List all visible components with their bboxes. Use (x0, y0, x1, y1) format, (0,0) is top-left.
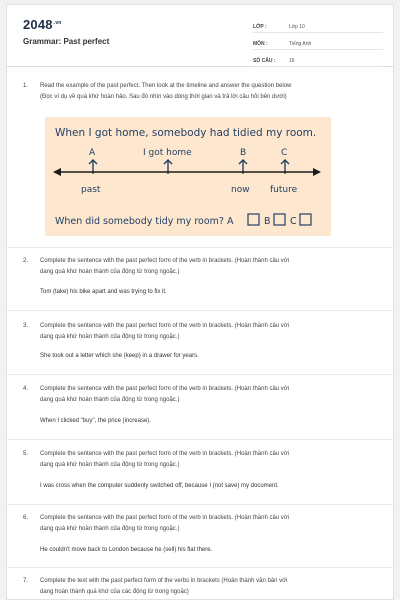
question-number: 5. (23, 451, 29, 457)
question-item: She took out a letter which she (keep) in a drawer for years. (40, 353, 199, 359)
timeline-option-c: C (290, 216, 297, 227)
timeline-question: When did somebody tidy my room? A (55, 216, 234, 227)
meta-table (253, 18, 383, 69)
timeline-marker-a: A (89, 148, 96, 158)
instruction-line: dạng quá khứ hoàn thành của động từ trong ngoặc.) (40, 397, 180, 403)
timeline-figure (45, 117, 331, 236)
instruction-line: Complete the sentence with the past perfect form of the verb in brackets. (Hoàn thành câu với (40, 451, 290, 457)
question-number: 3. (23, 323, 29, 329)
instruction-line: Complete the sentence with the past perfect form of the verb in brackets. (Hoàn thành câu với (40, 258, 290, 264)
checkbox-c (300, 214, 311, 225)
timeline-marker-c: C (281, 148, 288, 158)
site-logo[interactable] (23, 17, 62, 32)
worksheet-page (6, 4, 394, 600)
logo-text: 2048 (23, 17, 53, 32)
divider (7, 247, 394, 248)
instruction-line: Complete the sentence with the past perfect form of the verb in brackets. (Hoàn thành câu với (40, 515, 290, 521)
instruction-line: dạng quá khứ hoàn thành của động từ trong ngoặc.) (40, 269, 180, 275)
timeline-svg (45, 117, 331, 236)
question-item: Tom (take) his bike apart and was trying to fix it. (40, 289, 167, 295)
meta-value: Lớp 10 (289, 24, 305, 30)
meta-value: 16 (289, 58, 295, 64)
timeline-label-now: now (231, 185, 250, 195)
meta-row-subject (253, 35, 383, 50)
meta-label: SỐ CÂU : (253, 58, 276, 64)
instruction-line: dạng quá khứ hoàn thành của động từ trong ngoặc.) (40, 526, 180, 532)
instruction-line: dạng quá khứ hoàn thành của động từ trong ngoặc.) (40, 334, 180, 340)
logo-domain: .vn (53, 19, 62, 26)
question-item: When I clicked "buy", the price (increase). (40, 418, 151, 424)
question-item: I was cross when the computer suddenly switched off, because I (not save) my document. (40, 483, 279, 489)
timeline-label-past: past (81, 185, 101, 195)
question-instruction (40, 576, 385, 598)
instruction-line: Read the example of the past perfect. Then look at the timeline and answer the question below (40, 83, 292, 89)
question-instruction (40, 449, 385, 471)
worksheet-header (7, 5, 393, 67)
question-number: 6. (23, 515, 29, 521)
instruction-line: Complete the sentence with the past perfect form of the verb in brackets. (Hoàn thành câu với (40, 323, 290, 329)
instruction-line: dạng quá khứ hoàn thành của động từ trong ngoặc.) (40, 462, 180, 468)
timeline-marker-b: B (240, 148, 247, 158)
divider (7, 310, 394, 311)
question-number: 4. (23, 386, 29, 392)
question-number: 2. (23, 258, 29, 264)
timeline-sentence: When I got home, somebody had tidied my room. (55, 127, 317, 139)
meta-label: MÔN : (253, 41, 268, 47)
divider (7, 439, 394, 440)
question-instruction (40, 321, 385, 343)
meta-value: Tiếng Anh (289, 41, 312, 47)
timeline-option-b: B (264, 216, 271, 227)
divider (7, 567, 394, 568)
instruction-line: (Đọc ví dụ về quá khứ hoàn hảo. Sau đó nhìn vào dòng thời gian và trả lời câu hỏi bên dưới) (40, 94, 287, 100)
checkbox-b (274, 214, 285, 225)
question-number: 7. (23, 578, 29, 584)
question-instruction (40, 81, 385, 103)
checkbox-a (248, 214, 259, 225)
question-instruction (40, 256, 385, 278)
meta-row-count (253, 52, 383, 67)
instruction-line: dạng hoàn thành quá khứ của các động từ trong ngoặc) (40, 589, 189, 595)
instruction-line: Complete the text with the past perfect form of the verbs in brackets (Hoàn thành văn bản với (40, 578, 288, 584)
question-item: He couldn't move back to London because he (sell) his flat there. (40, 547, 213, 553)
question-instruction (40, 384, 385, 406)
divider (7, 504, 394, 505)
question-instruction (40, 513, 385, 535)
meta-row-class (253, 18, 383, 33)
page-title: Grammar: Past perfect (23, 37, 110, 46)
instruction-line: Complete the sentence with the past perfect form of the verb in brackets. (Hoàn thành câu với (40, 386, 290, 392)
meta-label: LỚP : (253, 24, 267, 30)
timeline-label-got-home: I got home (143, 148, 192, 158)
timeline-label-future: future (270, 185, 298, 195)
divider (7, 374, 394, 375)
question-number: 1. (23, 83, 29, 89)
